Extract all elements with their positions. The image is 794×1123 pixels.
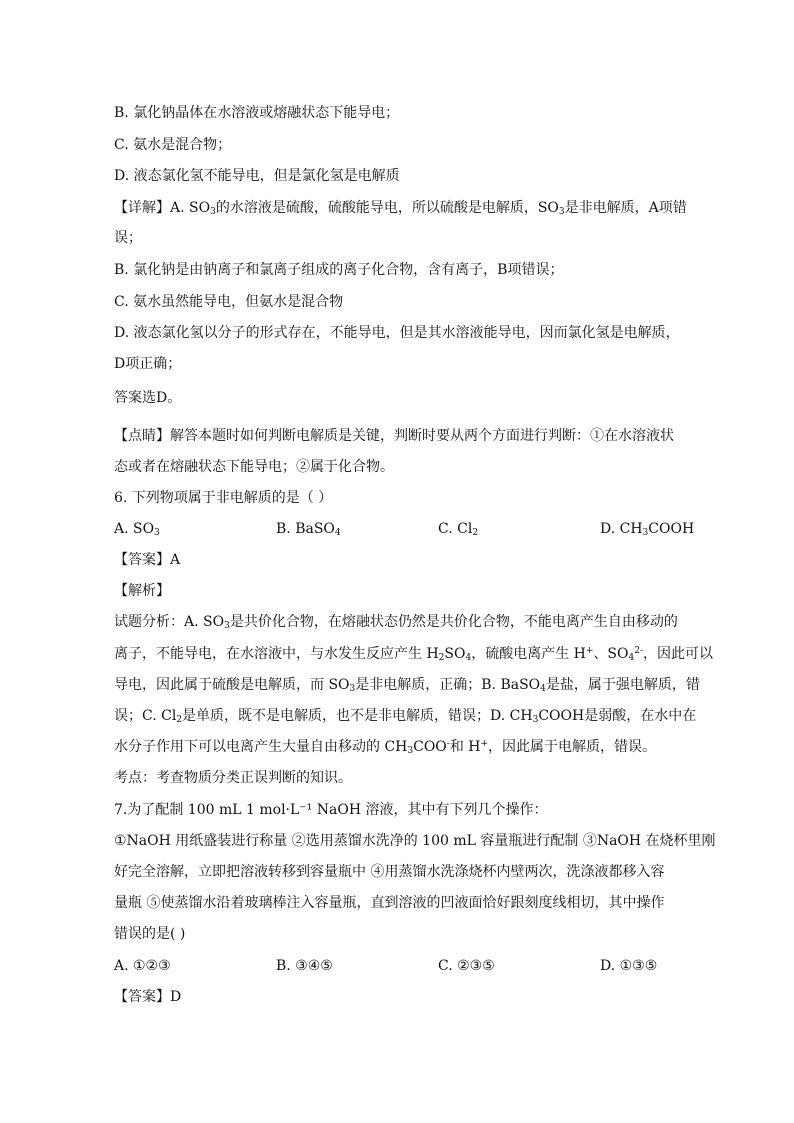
q7-option-c: C. ②③⑤	[438, 958, 495, 974]
q6-analysis-line-4: 误；C. $Cl_2$是单质，既不是电解质，也不是非电解质，错误；D. $CH_3COOH$是弱酸，在水中在	[114, 708, 697, 725]
q6-option-b: B. BaSO$_4$	[276, 521, 341, 538]
q6-analysis-line-3: 导电，因此属于硫酸是电解质，而 $SO_3$是非电解质，正确；B. BaSO$_4$是盐，属于强电解质，错	[114, 677, 700, 694]
q6-stem: 6. 下列物项属于非电解质的是（ ）	[114, 490, 333, 506]
q7-line-4: 错误的是( )	[114, 926, 186, 942]
detail-line-1: 【详解】A. $SO_3$的水溶液是硫酸，硫酸能导电，所以硫酸是电解质，$SO_3$是非电解质，A项错	[114, 200, 687, 217]
q6-analysis-line-2: 离子，不能导电，在水溶液中，与水发生反应产生 $H_2SO_4$，硫酸电离产生 H+、$SO_4^{2-}$，因此可以	[114, 646, 714, 663]
q6-analysis-line-1: 试题分析：A. $SO_3$是共价化合物，在熔融状态仍然是共价化合物，不能电离产生自由移动的	[114, 614, 678, 631]
q7-stem: 7.为了配制 100 mL 1 mol·L⁻¹ NaOH 溶液，其中有下列几个操作：	[114, 802, 548, 818]
q7-line-3: 量瓶 ⑤使蒸馏水沿着玻璃棒注入容量瓶，直到溶液的凹液面恰好跟刻度线相切，其中操作	[114, 895, 665, 911]
q6-analysis-title: 【解析】	[114, 583, 170, 599]
q7-option-b: B. ③④⑤	[276, 958, 333, 974]
tip-line-2: 态或者在熔融状态下能导电；②属于化合物。	[114, 459, 394, 475]
answer-line: 答案选D。	[114, 390, 182, 406]
q6-analysis-line-5: 水分子作用下可以电离产生大量自由移动的 $CH_3COO^-$和 H+，因此属于电解质，错误。	[114, 739, 657, 756]
q6-answer: 【答案】A	[114, 552, 181, 568]
q6-option-d: D. $CH_3COOH$	[600, 521, 695, 538]
prev-option-b: B. 氯化钠晶体在水溶液或熔融状态下能导电；	[114, 105, 400, 121]
q7-option-a: A. ①②③	[114, 958, 171, 974]
detail-line-2: 误；	[114, 230, 142, 246]
detail-line-6: D项正确；	[114, 356, 182, 372]
tip-line-1: 【点睛】解答本题时如何判断电解质是关键，判断时要从两个方面进行判断：①在水溶液状	[114, 428, 674, 444]
q7-line-1: ①NaOH 用纸盛装进行称量 ②选用蒸馏水洗净的 100 mL 容量瓶进行配制 ③NaOH 在烧杯里刚	[114, 833, 716, 849]
q6-knowledge-point: 考点：考查物质分类正误判断的知识。	[114, 770, 352, 786]
prev-option-d: D. 液态氯化氢不能导电，但是氯化氢是电解质	[114, 168, 400, 184]
detail-line-3: B. 氯化钠是由钠离子和氯离子组成的离子化合物，含有离子，B项错误；	[114, 262, 564, 278]
q7-answer: 【答案】D	[114, 989, 182, 1005]
detail-line-4: C. 氨水虽然能导电，但氨水是混合物	[114, 294, 344, 310]
detail-line-5: D. 液态氯化氢以分子的形式存在，不能导电，但是其水溶液能导电，因而氯化氢是电解质，	[114, 325, 680, 341]
q7-option-d: D. ①③⑤	[600, 958, 658, 974]
q6-option-a: A. $SO_3$	[114, 521, 160, 538]
prev-option-c: C. 氨水是混合物；	[114, 137, 232, 153]
q6-option-c: C. $Cl_2$	[438, 521, 479, 538]
q7-line-2: 好完全溶解，立即把溶液转移到容量瓶中 ④用蒸馏水洗涤烧杯内壁两次，洗涤液都移入容	[114, 864, 665, 880]
